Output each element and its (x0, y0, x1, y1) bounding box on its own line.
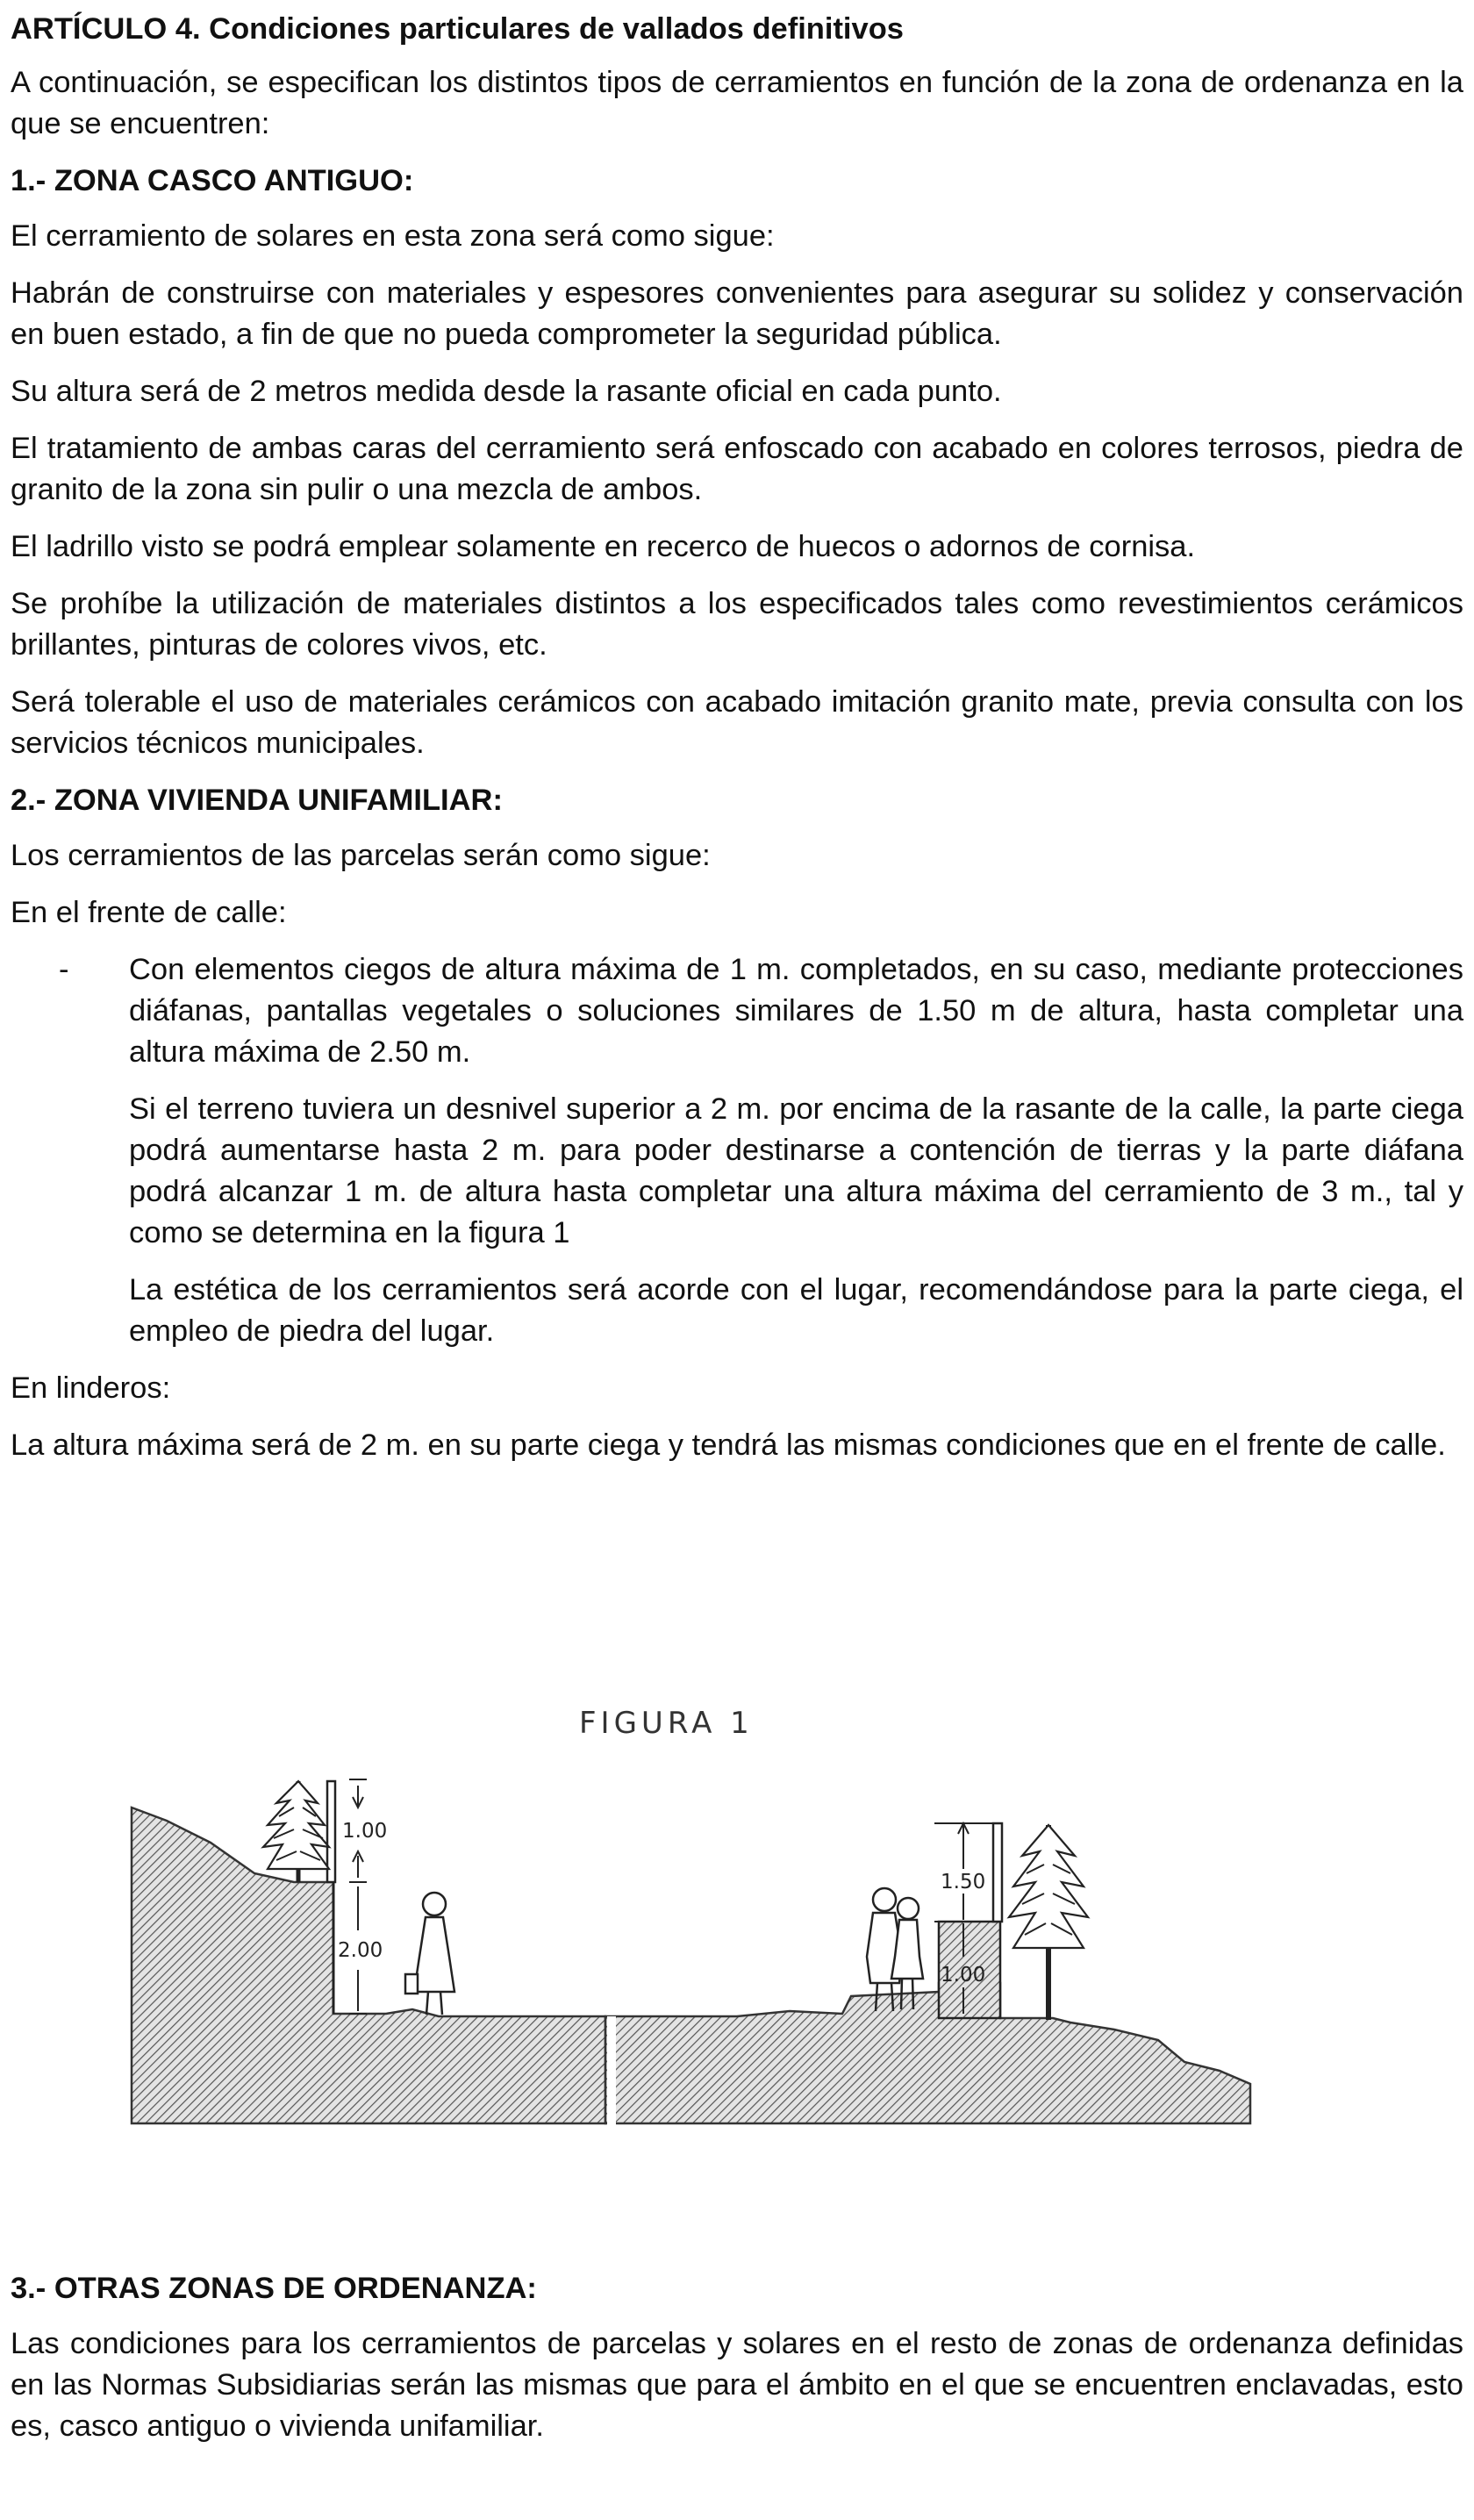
zone1-paragraph: Se prohíbe la utilización de materiales distintos a los especificados tales como revestimientos cerámicos brillantes, pinturas de colores vivos, etc. (11, 587, 1463, 662)
zone2-bullet (11, 949, 1463, 1073)
left-dimensions (349, 1779, 367, 2014)
article-title: ARTÍCULO 4. Condiciones particulares de vallados definitivos (11, 12, 904, 46)
right-bottom-dimension: 1.00 (941, 1964, 986, 1987)
scene-divider (607, 2016, 616, 2125)
figure-1-drawing (123, 1693, 1351, 2202)
right-fence (993, 1823, 1002, 1922)
zone1-heading: 1.- ZONA CASCO ANTIGUO: (11, 164, 414, 197)
zone2-linderos-text: La altura máxima será de 2 m. en su parte ciega y tendrá las mismas condiciones que en el frente de calle. (11, 1428, 1446, 1462)
document-body (11, 9, 1463, 1482)
zone3-section (11, 2268, 1463, 2463)
right-top-dimension: 1.50 (941, 1871, 986, 1894)
left-top-dimension: 1.00 (342, 1820, 388, 1843)
zone2-bullet-text: Con elementos ciegos de altura máxima de 1 m. completados, en su caso, mediante protecciones diáfanas, pantallas vegetales o soluciones similares de 1.50 m de altura, hasta completar una altura máxima de 2.50 m. (129, 953, 1463, 1069)
left-bottom-dimension: 2.00 (338, 1939, 383, 1962)
right-terrain (605, 1983, 1250, 2123)
zone1-paragraph: El tratamiento de ambas caras del cerramiento será enfoscado con acabado en colores terrosos, piedra de granito de la zona sin pulir o una mezcla de ambos. (11, 432, 1463, 506)
zone1-paragraph: El cerramiento de solares en esta zona será como sigue: (11, 219, 775, 253)
zone1-paragraph: Su altura será de 2 metros medida desde la rasante oficial en cada punto. (11, 375, 1002, 408)
zone1-paragraph: Será tolerable el uso de materiales cerámicos con acabado imitación granito mate, previa consulta con los servicios técnicos municipales. (11, 685, 1463, 760)
bullet-dash: - (59, 953, 69, 986)
left-person-icon (405, 1893, 454, 2015)
zone1-paragraph: El ladrillo visto se podrá emplear solamente en recerco de huecos o adornos de cornisa. (11, 530, 1196, 563)
zone3-heading: 3.- OTRAS ZONAS DE ORDENANZA: (11, 2272, 537, 2305)
zone1-paragraph: Habrán de construirse con materiales y espesores convenientes para asegurar su solidez y conservación en buen estado, a fin de que no pueda comprometer la seguridad pública. (11, 276, 1463, 351)
figure-title: FIGURA 1 (579, 1706, 754, 1741)
figure-1 (123, 1693, 1351, 2202)
zone2-front-label: En el frente de calle: (11, 896, 287, 929)
article-intro: A continuación, se especifican los distintos tipos de cerramientos en función de la zona de ordenanza en la que se encuentren: (11, 66, 1463, 140)
zone2-linderos-label: En linderos: (11, 1371, 171, 1405)
left-terrain (132, 1808, 605, 2123)
zone2-bullet-paragraph: La estética de los cerramientos será acorde con el lugar, recomendándose para la parte ciega, el empleo de piedra del lugar. (129, 1273, 1463, 1348)
right-tree-icon (1009, 1825, 1088, 2020)
zone2-heading: 2.- ZONA VIVIENDA UNIFAMILIAR: (11, 784, 503, 817)
zone2-intro: Los cerramientos de las parcelas serán como sigue: (11, 839, 711, 872)
zone2-bullet-paragraph: Si el terreno tuviera un desnivel superior a 2 m. por encima de la rasante de la calle, la parte ciega podrá aumentarse hasta 2 m. para poder destinarse a contención de tierras y la parte diáfana podrá alcanzar 1 m. de altura hasta completar una altura máxima del cerramiento de 3 m., tal y como se determina en la figura 1 (129, 1092, 1463, 1249)
left-tree-icon (263, 1781, 329, 1882)
zone3-text: Las condiciones para los cerramientos de parcelas y solares en el resto de zonas de ordenanza definidas en las Normas Subsidiarias serán las mismas que para el ámbito en el que se encuentren enclavadas, esto es, casco antiguo o vivienda unifamiliar. (11, 2327, 1463, 2443)
